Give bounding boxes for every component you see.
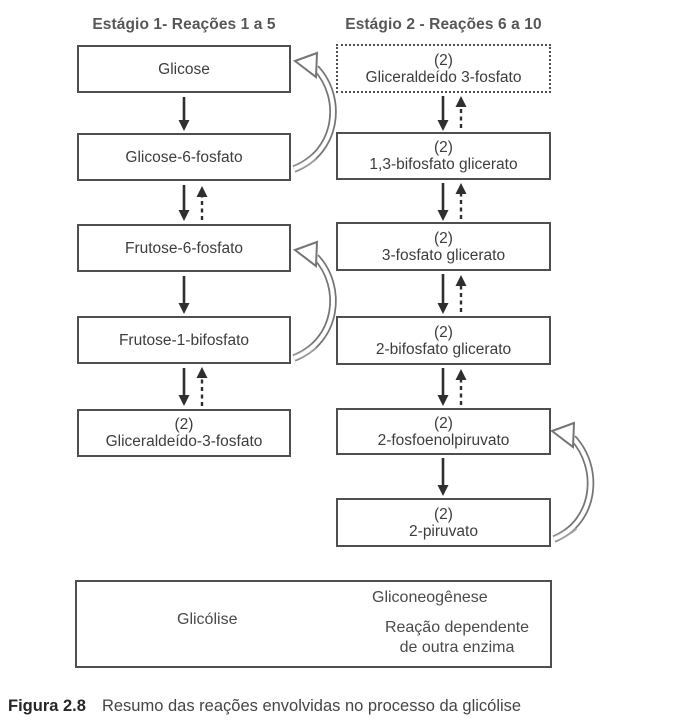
stage2-title: Estágio 2 - Reações 6 a 10: [345, 16, 542, 33]
box-label: Gliceraldeído 3-fosfato: [365, 68, 522, 86]
box-qty: (2): [434, 414, 453, 432]
stage1-title: Estágio 1- Reações 1 a 5: [92, 16, 276, 33]
enzyme-dependent-arrow-icon: [552, 423, 591, 539]
enzyme-dependent-arrow-icon: [294, 53, 333, 169]
box-gliceraldeido-3-fosfato-s1: [77, 409, 291, 457]
gluconeogenesis-arrow-icon: [197, 186, 208, 406]
box-2-piruvato: [336, 498, 551, 547]
box-label: Frutose-6-fosfato: [124, 239, 244, 257]
box-qty: (2): [434, 505, 453, 523]
box-glicose: [77, 45, 291, 93]
figure-caption-label: Figura 2.8: [8, 697, 86, 715]
box-3-fosfato-glicerato: [336, 222, 551, 271]
box-label: Glicose-6-fosfato: [125, 148, 243, 166]
box-label: 2-fosfoenolpiruvato: [377, 431, 510, 449]
box-label: Frutose-1-bifosfato: [118, 331, 250, 349]
box-qty: (2): [434, 139, 453, 156]
box-13-bifosfato-glicerato: [336, 132, 551, 180]
box-glicose-6-fosfato: [77, 133, 291, 181]
box-label: 1,3-bifosfato glicerato: [369, 156, 518, 173]
box-label: 2-bifosfato glicerato: [375, 340, 512, 358]
box-frutose-1-bifosfato: [77, 316, 291, 364]
figure-caption: [8, 697, 521, 716]
box-2-fosfoenolpiruvato: [336, 408, 551, 455]
box-label: Glicose: [158, 60, 210, 78]
box-gliceraldeido-3-fosfato-s2: [336, 44, 551, 93]
legend-gluconeogenesis-label: Gliconeogênese: [372, 589, 488, 606]
box-qty: (2): [434, 229, 453, 247]
box-label: Gliceraldeído-3-fosfato: [105, 433, 263, 450]
box-label: 3-fosfato glicerato: [381, 246, 506, 264]
box-qty: (2): [174, 416, 194, 433]
legend-enzyme-dependent-label: Reação dependente de outra enzima: [384, 619, 530, 656]
legend-glycolysis-label: Glicólise: [177, 611, 238, 628]
box-qty: (2): [434, 323, 453, 341]
enzyme-dependent-arrow-icon: [294, 242, 333, 358]
figure-caption-text: Resumo das reações envolvidas no processo da glicólise: [101, 697, 522, 715]
box-2-bifosfato-glicerato: [336, 316, 551, 365]
box-qty: (2): [434, 51, 453, 69]
box-label: 2-piruvato: [409, 522, 478, 540]
box-frutose-6-fosfato: [77, 224, 291, 272]
